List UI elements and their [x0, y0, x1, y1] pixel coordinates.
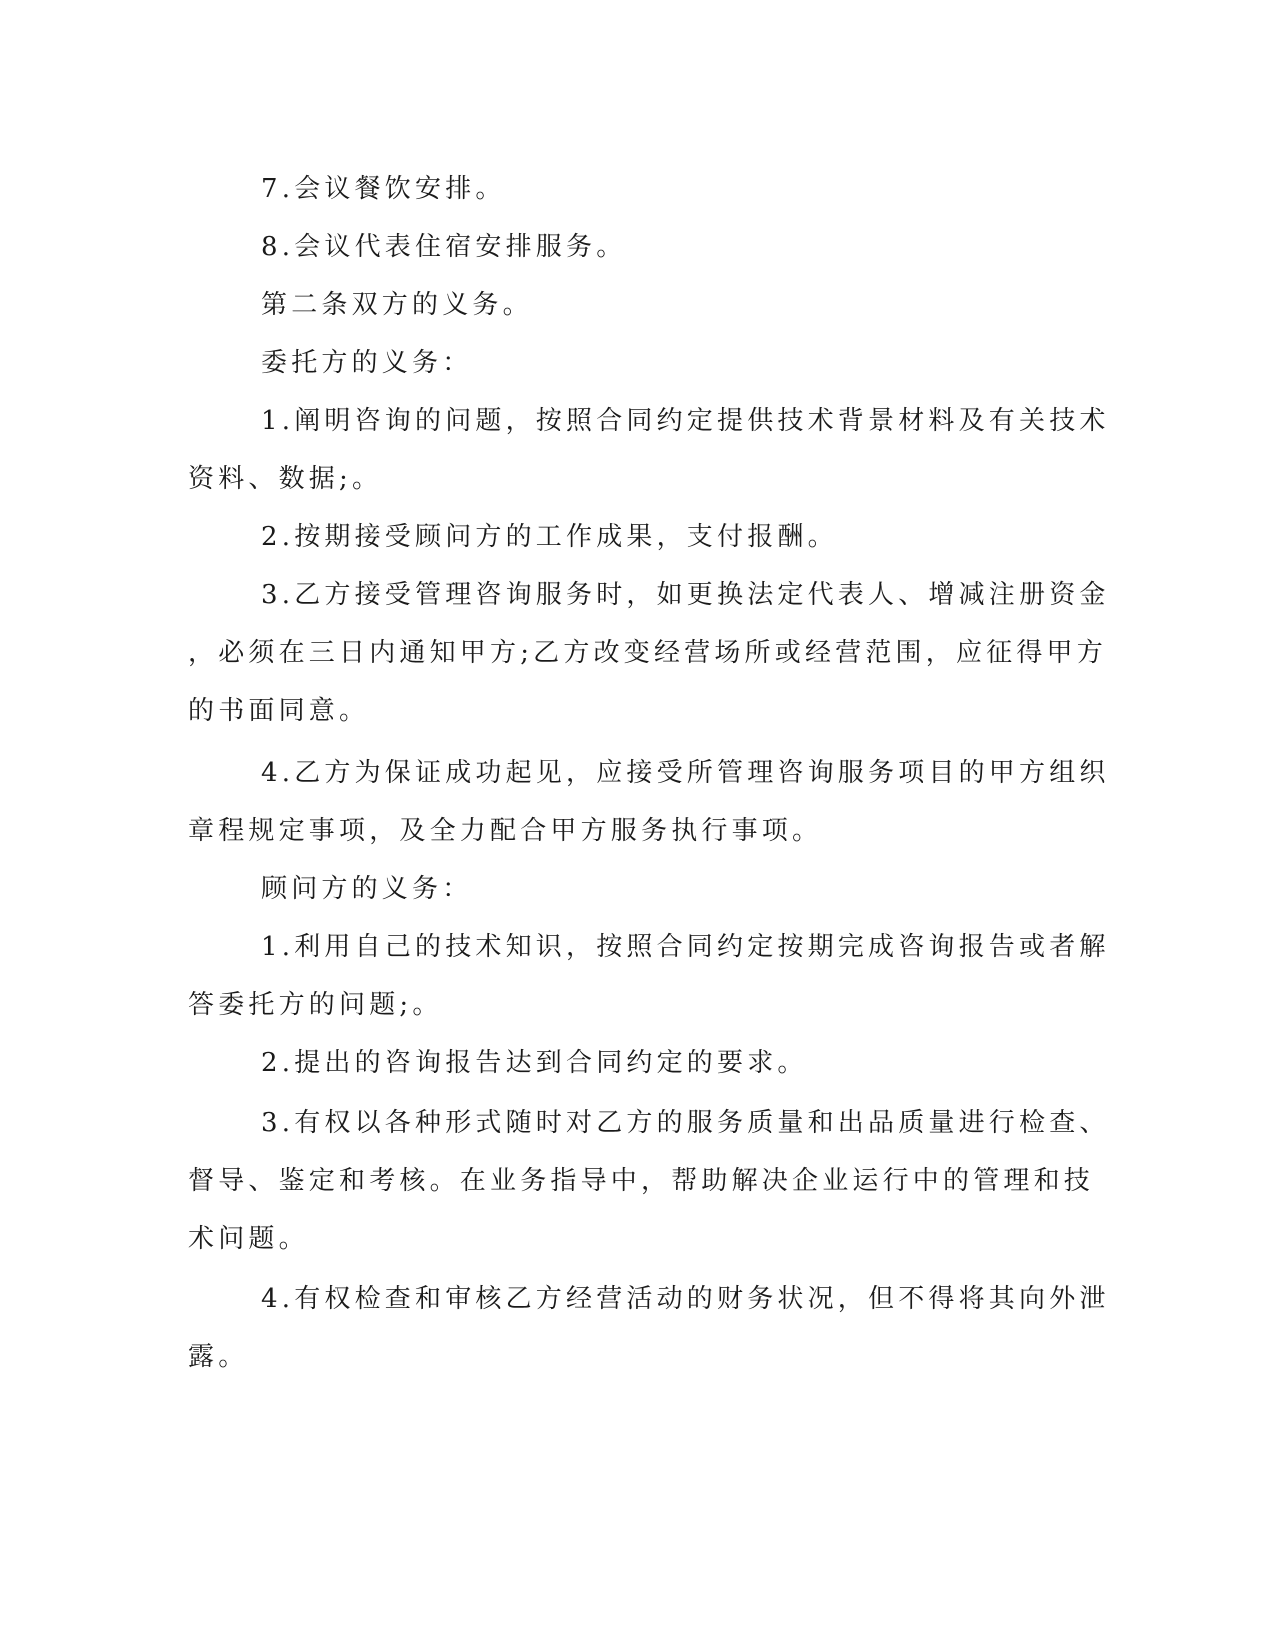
- paragraph-line: 章程规定事项，及全力配合甲方服务执行事项。: [188, 816, 823, 846]
- paragraph-line: 4.乙方为保证成功起见，应接受所管理咨询服务项目的甲方组织: [261, 758, 1110, 788]
- paragraph-line: 答委托方的问题;。: [188, 990, 443, 1020]
- paragraph-line: 2.提出的咨询报告达到合同约定的要求。: [261, 1048, 808, 1078]
- paragraph-line: 1.利用自己的技术知识，按照合同约定按期完成咨询报告或者解: [261, 932, 1110, 962]
- paragraph-line: 露。: [188, 1342, 249, 1372]
- subheading-consultant-obligations: 顾问方的义务：: [261, 874, 473, 904]
- paragraph-line: 2.按期接受顾问方的工作成果，支付报酬。: [261, 522, 838, 552]
- section-heading-article-2: 第二条双方的义务。: [261, 290, 533, 320]
- paragraph-line: ，必须在三日内通知甲方;乙方改变经营场所或经营范围，应征得甲方: [188, 638, 1107, 668]
- paragraph-line: 术问题。: [188, 1224, 309, 1254]
- paragraph-line: 4.有权检查和审核乙方经营活动的财务状况，但不得将其向外泄: [261, 1284, 1110, 1314]
- paragraph-line: 1.阐明咨询的问题，按照合同约定提供技术背景材料及有关技术: [261, 406, 1110, 436]
- paragraph-line: 的书面同意。: [188, 696, 370, 726]
- subheading-client-obligations: 委托方的义务：: [261, 348, 473, 378]
- list-item-meeting-catering: 7.会议餐饮安排。: [261, 174, 506, 204]
- paragraph-line: 3.乙方接受管理咨询服务时，如更换法定代表人、增减注册资金: [261, 580, 1110, 610]
- paragraph-line: 资料、数据;。: [188, 464, 383, 494]
- paragraph-line: 3.有权以各种形式随时对乙方的服务质量和出品质量进行检查、: [261, 1108, 1110, 1138]
- paragraph-line: 督导、鉴定和考核。在业务指导中，帮助解决企业运行中的管理和技: [188, 1166, 1095, 1196]
- list-item-delegate-lodging: 8.会议代表住宿安排服务。: [261, 232, 627, 262]
